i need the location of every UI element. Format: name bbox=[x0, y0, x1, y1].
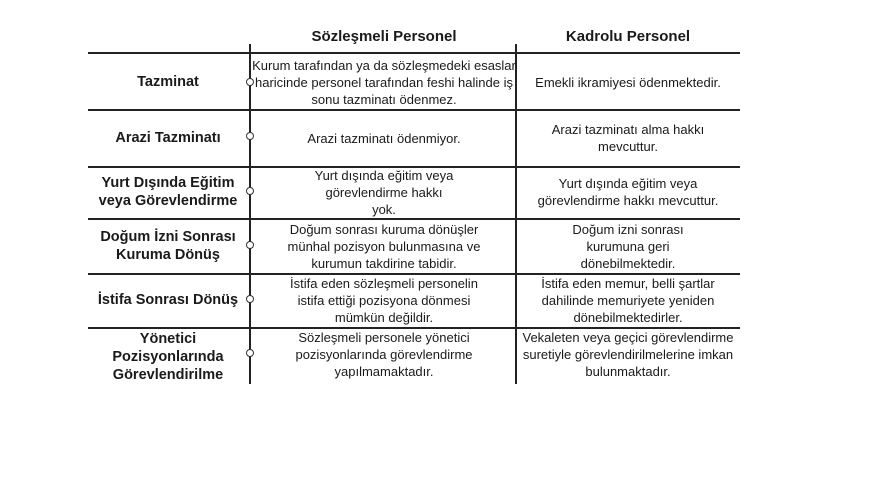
cell-sozlesmeli-yurt-disi: Yurt dışında eğitim veya görevlendirme hakkı yok. bbox=[314, 167, 454, 217]
cell-kadrolu-istifa: İstifa eden memur, belli şartlar dahilinde memuriyete yeniden dönebilmektedirler. bbox=[541, 275, 715, 325]
row-label-yurt-disi: Yurt Dışında Eğitim veya Görevlendirme bbox=[98, 175, 238, 209]
row-label-arazi-tazminati: Arazi Tazminatı bbox=[115, 130, 221, 146]
row-label-istifa: İstifa Sonrası Dönüş bbox=[97, 292, 239, 308]
cell-sozlesmeli-tazminat: Kurum tarafından ya da sözleşmedeki esaslar haricinde personel tarafından feshi halinde iş sonu tazminatı ödenmez. bbox=[252, 57, 516, 107]
column-divider-left bbox=[249, 44, 251, 384]
cell-sozlesmeli-istifa: İstifa eden sözleşmeli personelin istifa ettiği pozisyona dönmesi mümkün değildir. bbox=[290, 275, 478, 325]
cell-sozlesmeli-dogum: Doğum sonrası kuruma dönüşler münhal pozisyon bulunmasına ve kurumun takdirine tabidir. bbox=[287, 221, 481, 271]
cell-kadrolu-yurt-disi: Yurt dışında eğitim veya görevlendirme hakkı mevcuttur. bbox=[537, 176, 719, 208]
row-label-tazminat: Tazminat bbox=[137, 74, 199, 90]
cell-kadrolu-arazi: Arazi tazminatı alma hakkı mevcuttur. bbox=[551, 122, 705, 154]
cell-sozlesmeli-yonetici: Sözleşmeli personele yönetici pozisyonlarında görevlendirme yapılmamaktadır. bbox=[295, 329, 473, 379]
row-label-yonetici: Yönetici Pozisyonlarında Görevlendirilme bbox=[112, 331, 224, 383]
cell-kadrolu-yonetici: Vekaleten veya geçici görevlendirme suretiyle görevlendirilmelerine imkan bulunmaktadır. bbox=[522, 329, 734, 379]
header-kadrolu: Kadrolu Personel bbox=[565, 28, 691, 45]
cell-kadrolu-tazminat: Emekli ikramiyesi ödenmektedir. bbox=[535, 74, 721, 90]
cell-sozlesmeli-arazi: Arazi tazminatı ödenmiyor. bbox=[307, 130, 461, 146]
row-label-dogum-izni: Doğum İzni Sonrası Kuruma Dönüş bbox=[100, 229, 236, 263]
row-divider bbox=[88, 52, 740, 54]
header-sozlesmeli: Sözleşmeli Personel bbox=[311, 28, 457, 45]
row-divider bbox=[88, 109, 740, 111]
cell-kadrolu-dogum: Doğum izni sonrası kurumuna geri dönebilmektedir. bbox=[572, 221, 684, 271]
